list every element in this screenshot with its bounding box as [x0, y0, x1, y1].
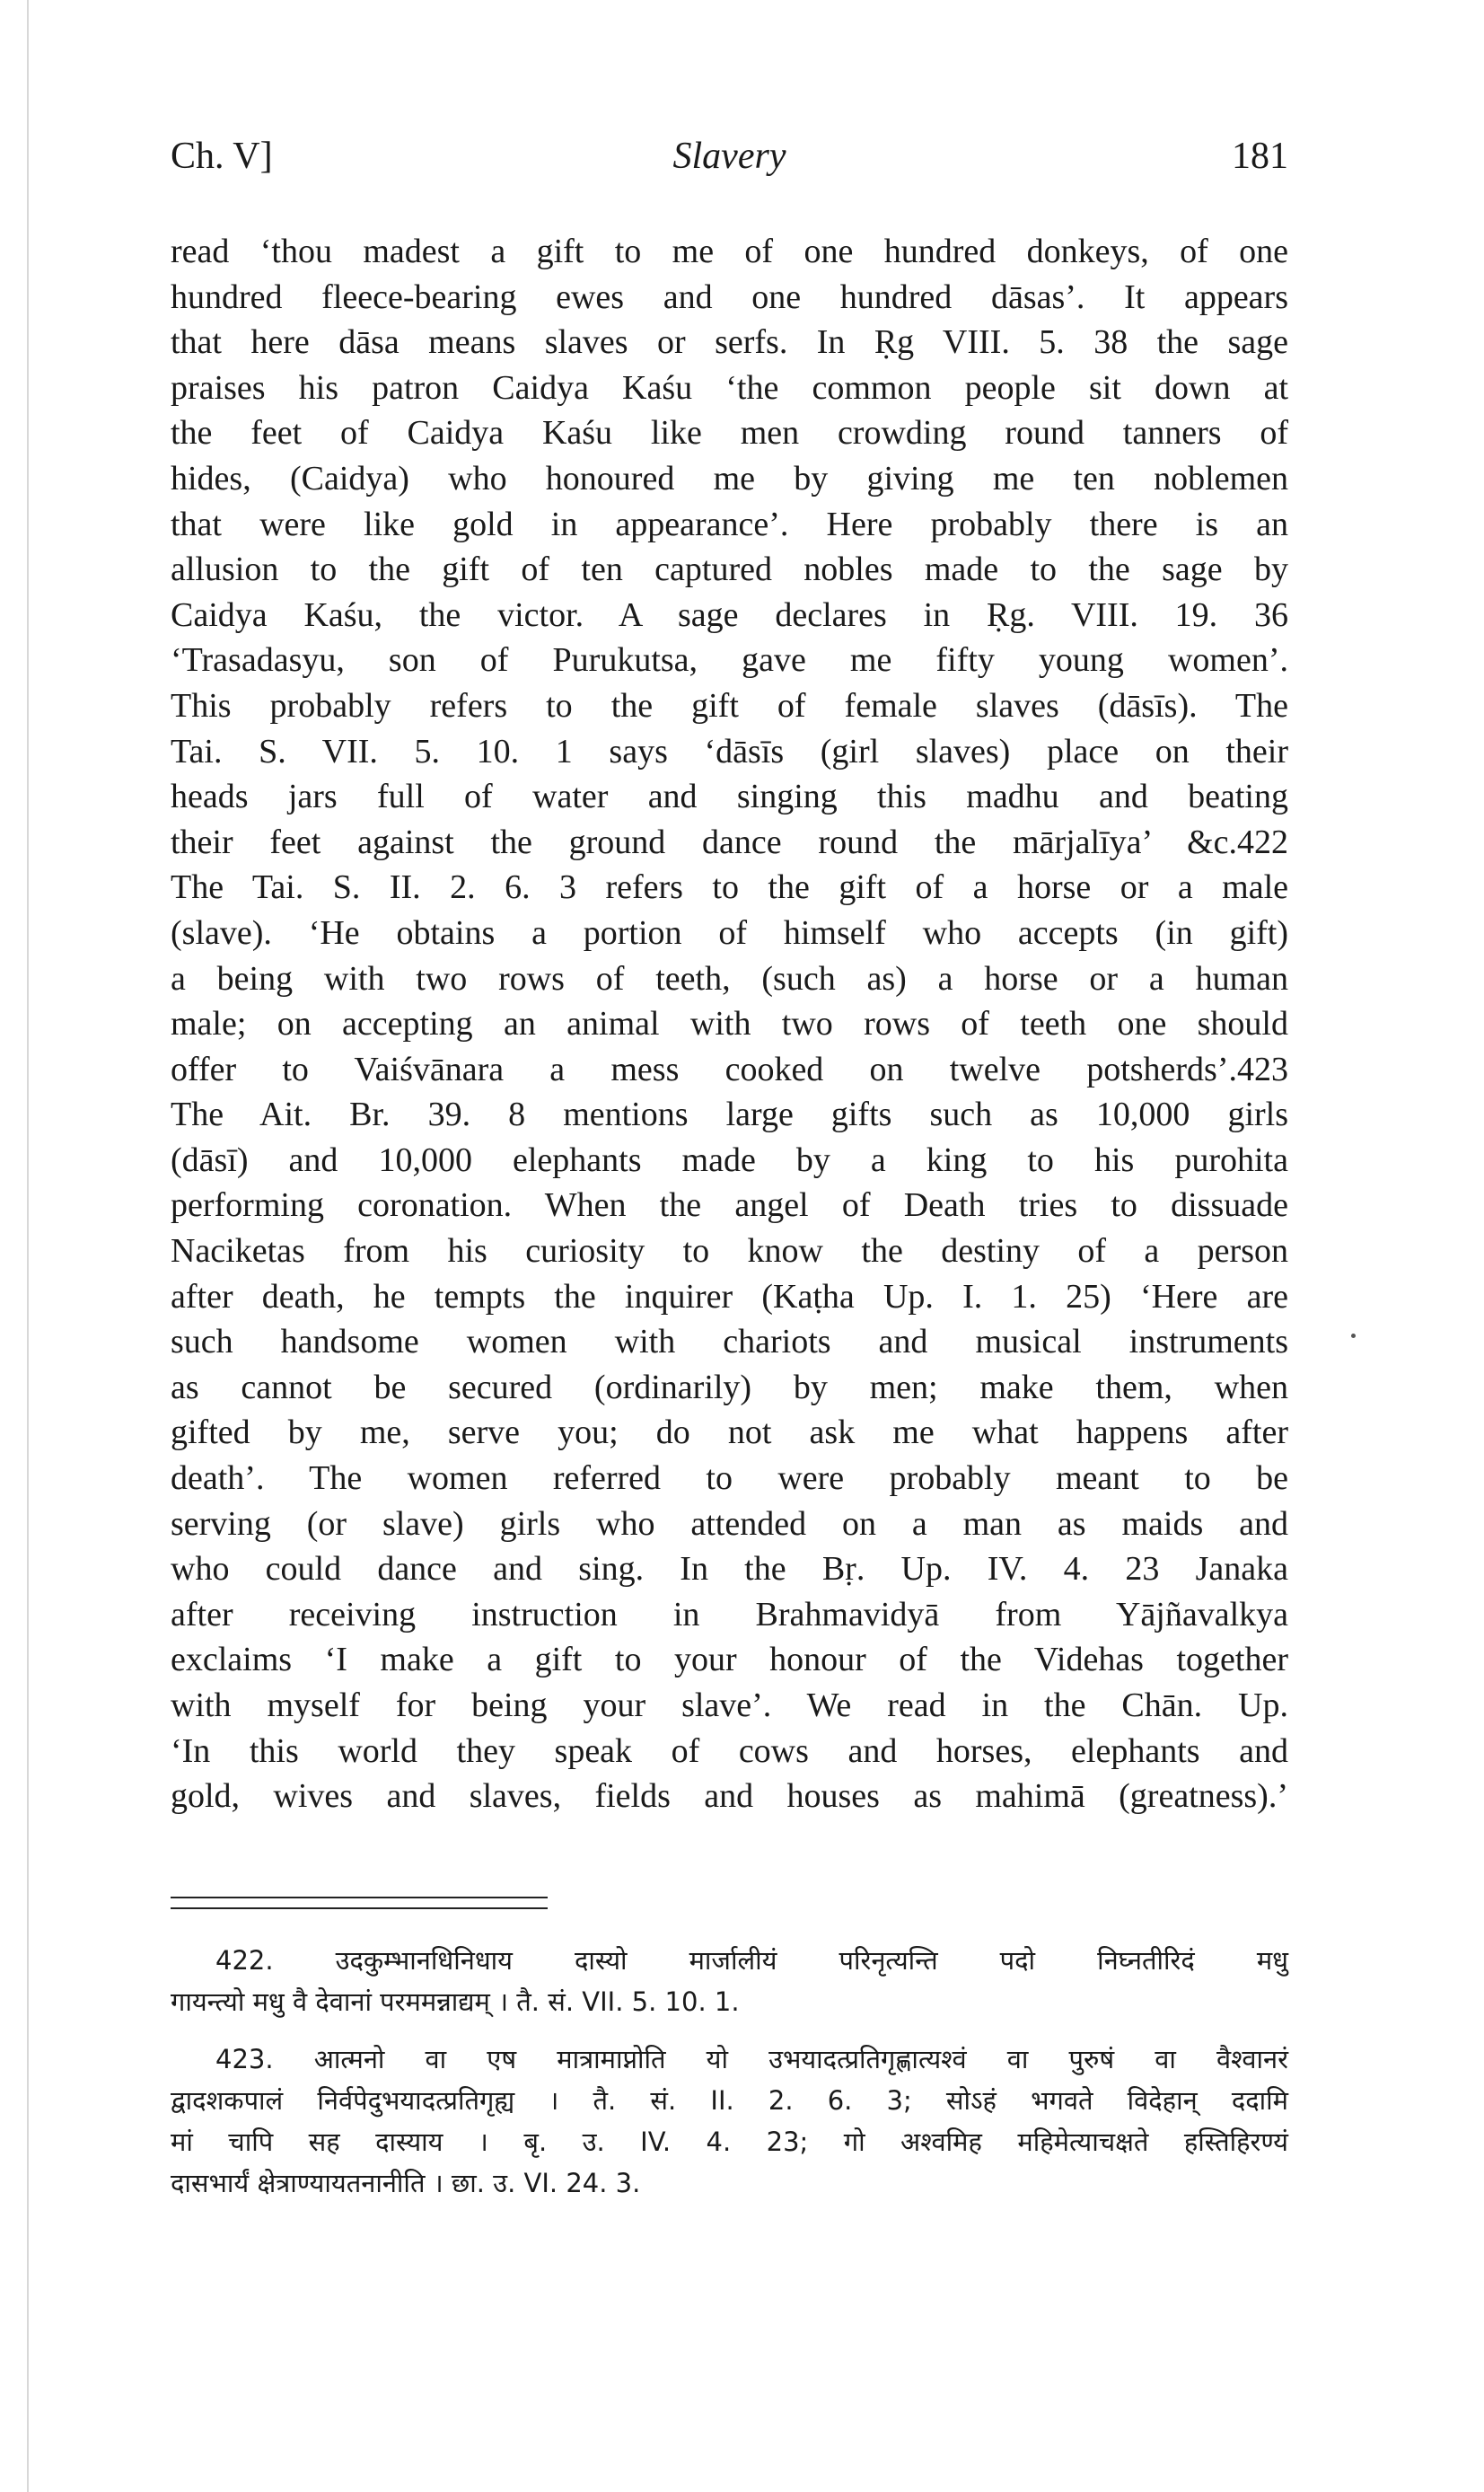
text-line: as cannot be secured (ordinarily) by men; make them, when [171, 1368, 1288, 1406]
text-line: death’. The women referred to were probably meant to be [171, 1459, 1288, 1498]
running-title: Slavery [672, 136, 786, 177]
text-line: who could dance and sing. In the Bṛ. Up. IV. 4. 23 Janaka [171, 1550, 1288, 1589]
scan-margin-shadow [27, 0, 29, 2492]
body-text [171, 229, 1288, 1819]
text-line: their feet against the ground dance round the mārjalīya’ &c.422 [171, 823, 1288, 861]
text-line: allusion to the gift of ten captured nobles made to the sage by [171, 550, 1288, 589]
footnote-rule-second [171, 1907, 548, 1909]
footnote-rule [171, 1897, 548, 1898]
text-line: after death, he tempts the inquirer (Kaṭha Up. I. 1. 25) ‘Here are [171, 1277, 1288, 1316]
text-line: that were like gold in appearance’. Here probably there is an [171, 505, 1288, 543]
footnote-line: द्वादशकपालं निर्वपेदुभयादत्प्रतिगृह्य । तै. सं. II. 2. 6. 3; सोऽहं भगवते विदेहान् ददामि [171, 2085, 1288, 2116]
text-line: such handsome women with chariots and musical instruments [171, 1323, 1288, 1361]
text-line: that here dāsa means slaves or serfs. In Ṛg VIII. 5. 38 the sage [171, 323, 1288, 362]
text-line: heads jars full of water and singing this madhu and beating [171, 778, 1288, 816]
text-line: ‘Trasadasyu, son of Purukutsa, gave me fifty young women’. [171, 641, 1288, 680]
text-line: the feet of Caidya Kaśu like men crowding round tanners of [171, 414, 1288, 453]
running-header [171, 135, 1288, 189]
footnote [171, 1940, 1288, 2022]
text-line: praises his patron Caidya Kaśu ‘the common people sit down at [171, 368, 1288, 407]
text-line: The Tai. S. II. 2. 6. 3 refers to the gift of a horse or a male [171, 868, 1288, 907]
text-line: The Ait. Br. 39. 8 mentions large gifts such as 10,000 girls [171, 1096, 1288, 1134]
text-line: gold, wives and slaves, fields and houses as mahimā (greatness).’ [171, 1777, 1288, 1816]
text-line: (dāsī) and 10,000 elephants made by a king to his purohita [171, 1140, 1288, 1179]
page-number: 181 [1232, 136, 1288, 177]
footnotes [171, 1940, 1288, 2220]
text-line: Caidya Kaśu, the victor. A sage declares in Ṛg. VIII. 19. 36 [171, 595, 1288, 634]
text-line: ‘In this world they speak of cows and horses, elephants and [171, 1731, 1288, 1770]
scan-speck [1351, 1334, 1356, 1338]
footnote-line: 422. उदकुम्भानधिनिधाय दास्यो मार्जालीयं परिनृत्यन्ति पदो निघ्नतीरिदं मधु [215, 1945, 1288, 1976]
footnote-line: गायन्त्यो मधु वै देवानां परममन्नाद्यम् । तै. सं. VII. 5. 10. 1. [171, 1986, 740, 2017]
text-line: performing coronation. When the angel of Death tries to dissuade [171, 1186, 1288, 1225]
text-line: a being with two rows of teeth, (such as) a horse or a human [171, 959, 1288, 998]
footnote-line: 423. आत्मनो वा एष मात्रामाप्नोति यो उभयादत्प्रतिगृह्णात्यश्वं वा पुरुषं वा वैश्वानरं [215, 2044, 1288, 2074]
text-line: after receiving instruction in Brahmavidyā from Yājñavalkya [171, 1595, 1288, 1633]
footnote-line: दासभार्यं क्षेत्राण्यायतनानीति । छा. उ. VI. 24. 3. [171, 2168, 641, 2198]
text-line: exclaims ‘I make a gift to your honour of the Videhas together [171, 1641, 1288, 1679]
text-line: Naciketas from his curiosity to know the destiny of a person [171, 1232, 1288, 1271]
text-line: hides, (Caidya) who honoured me by giving me ten noblemen [171, 459, 1288, 498]
text-line: serving (or slave) girls who attended on a man as maids and [171, 1504, 1288, 1543]
text-line: with myself for being your slave’. We read in the Chān. Up. [171, 1686, 1288, 1724]
footnote [171, 2039, 1288, 2204]
text-line: read ‘thou madest a gift to me of one hundred donkeys, of one [171, 233, 1288, 270]
text-line: This probably refers to the gift of female slaves (dāsīs). The [171, 686, 1288, 725]
text-line: male; on accepting an animal with two rows of teeth one should [171, 1005, 1288, 1043]
text-line: gifted by me, serve you; do not ask me what happens after [171, 1413, 1288, 1452]
text-line: hundred fleece-bearing ewes and one hundred dāsas’. It appears [171, 277, 1288, 316]
text-line: (slave). ‘He obtains a portion of himself who accepts (in gift) [171, 913, 1288, 952]
chapter-label: Ch. V] [171, 136, 273, 177]
footnote-line: मां चापि सह दास्याय । बृ. उ. IV. 4. 23; गो अश्वमिह महिमेत्याचक्षते हस्तिहिरण्यं [171, 2127, 1288, 2157]
text-line: Tai. S. VII. 5. 10. 1 says ‘dāsīs (girl slaves) place on their [171, 732, 1288, 770]
text-line: offer to Vaiśvānara a mess cooked on twelve potsherds’.423 [171, 1050, 1288, 1088]
